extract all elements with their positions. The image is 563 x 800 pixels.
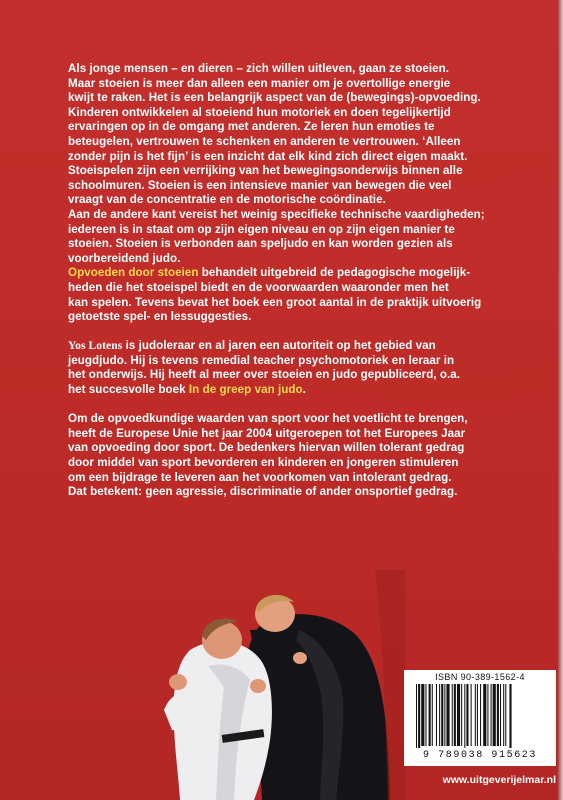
- page-edge: [557, 0, 563, 800]
- blurb-text: [68, 62, 508, 500]
- text-line: van opvoeding door sport. De bedenkers hiervan willen tolerant gedrag: [68, 441, 465, 455]
- text-line: iedereen is in staat om op zijn eigen niveau en op zijn eigen manier te: [68, 222, 455, 236]
- text-span: is judoleraar en al jaren een autoriteit op het gebied van: [122, 339, 436, 353]
- paragraph-gap: [68, 325, 508, 340]
- text-line: Aan de andere kant vereist het weinig specifieke technische vaardigheden;: [68, 207, 485, 221]
- text-line: vraagt van de concentratie en de motorische coördinatie.: [68, 193, 386, 207]
- text-line: schoolmuren. Stoeien is een intensieve manier van bewegen die veel: [68, 178, 452, 192]
- text-line: ervaringen op in de omgang met anderen. Ze leren hun emoties te: [68, 120, 435, 134]
- text-line: het onderwijs. Hij heeft al meer over stoeien en judo gepubliceerd, o.a.: [68, 368, 461, 382]
- text-line: kwijt te raken. Het is een belangrijk aspect van de (bewegings)-opvoeding.: [68, 91, 481, 105]
- book-title-highlight: Opvoeden door stoeien: [68, 266, 199, 280]
- text-line: getoetste spel- en lessuggesties.: [68, 310, 252, 324]
- text-line: Stoeispelen zijn een verrijking van het bewegingsonderwijs binnen alle: [68, 164, 463, 178]
- text-line: [68, 383, 508, 398]
- text-line: voorbereidend judo.: [68, 251, 181, 265]
- text-line: Maar stoeien is meer dan alleen een manier om je overtollige energie: [68, 76, 451, 90]
- text-line: Om de opvoedkundige waarden van sport voor het voetlicht te brengen,: [68, 412, 468, 426]
- text-line: [68, 339, 508, 354]
- judoka-illustration: [150, 570, 405, 800]
- text-span: behandelt uitgebreid de pedagogische mogelijk-: [198, 266, 471, 280]
- text-line: Kinderen ontwikkelen al stoeiend hun motoriek en doen tegelijkertijd: [68, 105, 451, 119]
- text-line: door middel van sport bevorderen en kinderen en jongeren stimuleren: [68, 456, 459, 470]
- text-line: om een bijdrage te leveren aan het voorkomen van intolerant gedrag.: [68, 470, 452, 484]
- text-line: heden die het stoeispel biedt en de voorwaarden waaronder men het: [68, 280, 449, 294]
- judoka-photo: [150, 570, 405, 800]
- text-line: stoeien. Stoeien is verbonden aan speljudo en kan worden gezien als: [68, 237, 453, 251]
- author-name: Yos Lotens: [68, 339, 123, 353]
- other-book-highlight: In de greep van judo: [188, 383, 303, 397]
- barcode-digits: 9 789038 915623: [422, 750, 537, 761]
- paragraph-book: [68, 266, 508, 324]
- text-line: [68, 266, 508, 281]
- paragraph-intro: [68, 62, 508, 266]
- text-span: het succesvolle boek: [68, 383, 189, 397]
- paragraph-author: [68, 339, 508, 397]
- text-span: .: [302, 383, 306, 397]
- text-line: Als jonge mensen – en dieren – zich willen uitleven, gaan ze stoeien.: [68, 62, 449, 75]
- publisher-website: www.uitgeverijelmar.nl: [442, 774, 556, 786]
- text-line: Dat betekent: geen agressie, discriminatie of ander onsportief gedrag.: [68, 485, 458, 499]
- isbn-label: ISBN 90-389-1562-4: [435, 672, 525, 682]
- barcode-panel: [404, 670, 556, 766]
- paragraph-gap: [68, 398, 508, 413]
- text-line: kan spelen. Tevens bevat het boek een groot aantal in de praktijk uitvoerig: [68, 295, 482, 309]
- text-line: heeft de Europese Unie het jaar 2004 uitgeroepen tot het Europees Jaar: [68, 426, 466, 440]
- barcode-icon: [414, 684, 546, 748]
- text-line: beteugelen, vertrouwen te schenken en anderen te vertrouwen. ‘Alleen: [68, 134, 461, 148]
- text-line: jeugdjudo. Hij is tevens remedial teacher psychomotoriek en leraar in: [68, 353, 455, 367]
- text-line: zonder pijn is het fijn’ is een inzicht dat elk kind zich direct eigen maakt.: [68, 149, 468, 163]
- paragraph-eu: [68, 412, 508, 500]
